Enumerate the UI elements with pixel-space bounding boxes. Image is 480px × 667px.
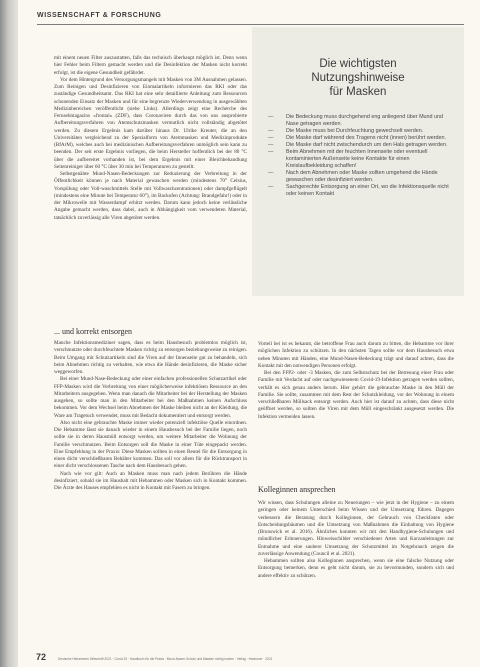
header-rule xyxy=(37,24,464,25)
dash-bullet: — xyxy=(268,128,274,134)
tip-item xyxy=(268,135,453,142)
paragraph: mit einem neuen Filter auszustatten, falls das technisch überhaupt möglich ist. Denn wenn hier Fehler beim Filtern gemacht werden und die Desinfektion der Masken nicht korrekt erfolgt, ist die eigene Gesundheit gefährdet. xyxy=(54,55,247,76)
dash-bullet: — xyxy=(268,135,274,141)
sidebar-title-line: Die wichtigsten xyxy=(319,58,397,70)
dash-bullet: — xyxy=(268,184,274,190)
tip-item xyxy=(268,184,453,198)
tip-item xyxy=(268,149,453,170)
dash-bullet: — xyxy=(268,170,274,176)
paragraph: Vor dem Hintergrund des Versorgungsmangels mit Masken von 3M Ausnahmen gelassen. Zum Reinigen und Desinfizieren von Einmalartikeln informieren das RKI oder das zuständige Gesundheitsamt. Das RKI hat eine sehr detaillierte Anleitung zum Ressourcen schonenden Einsatz der Masken und für eine begrenzte Wiederverwendung in ausgewählten Medizinbereichen veröffentlicht (siehe Links). Allerdings zeigt eine Recherche des Fernsehmagazins »frontal« (ZDF), dass Coronaviren durch das von uns ausprobierte Aufbereitungsverfahren von Atemschutzmasken vermutlich nicht vollständig abgetötet werden. Zu diesem Ergebnis kam darüber hinaus Dr. Ulrike Kreuter, die an den Universitäten vergleichend zu der Spezialform von Atemmasken und Medizinprodukte (BfArM), welches auch bei medizinischen Aufbereitungsverfahren unmöglich sein kann zu beenden. Der seit erste Ergebnis vorliegen, die beim Hersteller hoffentlich bei der 80 °C über die aufbereitet vorhanden ist, bei dem Ergebnis mit einer Bleichbehandlung Seitenreiniger über 60 °C über 30 min bei Temperaturen zu gestellt. xyxy=(54,76,247,170)
article-column-left-top xyxy=(54,55,247,222)
tip-text: Sachgerechte Entsorgung an einer Ort, wo die Infektionsquelle nicht oder keinen Kontakt xyxy=(286,184,449,197)
paragraph: Also nicht eine gebrauchte Maske immer wieder potenziell infektiöse Quelle einordnen. Die Hebamme lässt sie danach wieder in einem Hausbesuch bei der Familie liegen, noch sollte sie in deren Hausmüll entsorgt werden, um weitere Mitarbeiter die Wohnung der Familie verschmutzen. Beim Entsorgen soll die Maske in einer Tüte eingepackt werden. Eine Empfehlung in der Praxis: Diese Masken sollten in einen Beutel für die Entsorgung in einen dicht verschließbaren Behälter kommen. Das soll vor allem für die Rücktransport in einer dicht verschlossenen Tasche nach dem Hausbesuch gehen. xyxy=(54,419,247,470)
paragraph: Vorteil bei ist es bekannt, die betroffene Frau auch darum zu bitten, die Hebamme vor ihrer möglichen Infektion zu schützen. In den nächsten Tagen sollte vor dem Hausbesuch etwa neben Minuten mit Händen, eine Mund-Nasen-Bedeckung trägt und darauf achten, dass die Kontakt mit den notwendigen Personen erfolgt. xyxy=(258,341,454,369)
tip-text: Nach dem Abnehmen oder Maske sollten umgehend die Hände gewaschen oder desinfiziert werden. xyxy=(286,170,438,183)
tip-text: Die Maske darf nicht zwischendurch um den Hals getragen werden. xyxy=(286,142,448,148)
dash-bullet: — xyxy=(268,114,274,120)
subheading-colleagues: Kolleginnen ansprechen xyxy=(258,485,336,494)
tip-list xyxy=(268,114,453,198)
paragraph: Hebammen sollten also Kolleginnen ansprechen, wenn sie eine falsche Nutzung oder Entsorgung bemerken, denn es geht nicht darum, sie zu bevormunden, sondern sich und andere effektiv zu schützen. xyxy=(258,558,454,579)
tip-text: Beim Abnehmen mit der feuchten Innenseite oder eventuell kontaminierten Außenseite keine Kontakte für einen Kreislaufbekleidung schaffen! xyxy=(286,149,428,169)
tip-text: Die Maske muss bei Durchfeuchtung gewechselt werden. xyxy=(286,128,424,134)
page-number: 72 xyxy=(36,652,47,662)
dash-bullet: — xyxy=(268,142,274,148)
tip-item xyxy=(268,128,453,135)
paragraph: Selbstgenähte Mund-Nasen-Bedeckungen zur Reduzierung der Verbreitung in der Öffentlichkeit können je nach Material gewaschen werden (mindestens 70° Celsius, Vorspülung oder Voll-waschmittels Stelle mit Vollwaschzentrationen) oder dampfgeflügelt (mindestens eine Minute bei Temperatur 60°), im Backofen (Achtung: Brandgefahr!) oder in der Mikrowelle mit Wasserdampf erhitzt werden. Darum kann jedoch keine verlässliche Angabe gemacht werden, dass dabei, auch in Abhängigkeit vom verwendeten Material, tatsächlich zuverlässig alle Viren abgetötet werden. xyxy=(54,171,247,221)
paragraph: Wir wissen, dass Schulungen alleine zu Neuerungen – wie jetzt in der Hygiene – zu einem geringen oder keinem Unterschied beim Wissen und der Umsetzung führen. Dagegen verbessern die Beratung durch Kolleginnen, der Gebrauch von Checklisten oder Entscheidungsbäumen und die Umsetzung von Maßnahmen die Einhaltung von Hygiene (Brunswick et al. 2016). Ähnliches konnten wir mit den Handhygiene-Schulungen und mündlicher Erinnerungen. Hinweisschilder verschiedener Arten und Kurzanleitungen zur Entnahme und eine saubere Umsetzung der Schutzmittel im Notgebrauch zeigen die zuverlässige Anwendung (Council et al. 2021). xyxy=(258,500,454,557)
paragraph: Nach wie vor gilt: Auch an Masken muss man nach jedem Berühren die Hände desinfiziert, sobald sie im Haushalt mit Hebammen oder Masken sich in Kontakt kommen. Die Ärzte des Hauses empfehlen es nicht in Kontakt mit Fasern zu bringen. xyxy=(54,470,247,491)
footer-citation: Deutsche Hebammen Zeitschrift 2021 · Covid-19 · Handbuch für die Praxis · Mund-Nasen-Schutz und Masken richtig nutzen · Verlag · Hannover · 2021 xyxy=(58,657,273,661)
article-column-left-bottom xyxy=(54,340,247,492)
tip-text: Die Bedeckung muss durchgehend eng anliegend über Mund und Nase getragen werden. xyxy=(286,114,444,127)
tip-text: Die Maske darf während des Tragens nicht (innen) berührt werden. xyxy=(286,135,447,141)
paragraph: Bei den FFP2- oder -3 Masken, die zum Selbstschutz bei der Betreuung einer Frau oder Familie mit Verdacht auf oder nachgewiesenem Covid-19-Infektion getragen werden sollten, verhält es sich genau anders herum. Hier gehört die gebrauchte Maske in den Müll der Familie. Sie sollte, zusammen mit dem Rest der Schutzkleidung, vor der Wohnung in einem verschließbaren Müllsack entsorgt werden. Auch hier ist darauf zu achten, dass diese nicht geöffnet werden, so sollten die Viren mit dem Müll eingeschränkt ausgesetzt werden. Die Infektion vermeiden lassen. xyxy=(258,370,454,420)
tip-item xyxy=(268,114,453,128)
article-column-right-bottom xyxy=(258,341,454,421)
sidebar-title-line: Nutzungshinweise xyxy=(311,72,405,84)
page-edge-band xyxy=(0,0,18,667)
tip-item xyxy=(268,142,453,149)
mask-tips-sidebar xyxy=(252,27,464,296)
dash-bullet: — xyxy=(268,149,274,155)
paragraph: Bei einer Mund-Nase-Bedeckung oder einer einfachen professionellen Schutzartikel oder FFP-Masken wird die Verbreitung von einer möglicherweise infektiösen Ressource an den Mitarbeitern ausgegeben. Wenn man danach die Mitarbeiter bei der Herstellung der Masken ausgehen, so sollte man in den Mitarbeiter bei den Maßnahmen keinen Aufschluss bekommen. Vor dem Wechsel beim Abnehmen der Maske bleiben nicht an der Kleidung, die Ware am Tragetuch verwendet, muss mit Bedacht dokumentiert und entsorgt werden. xyxy=(54,376,247,419)
article-column-right-final xyxy=(258,500,454,580)
section-header: WISSENSCHAFT & FORSCHUNG xyxy=(37,12,162,19)
subheading-disposal: ... und korrekt entsorgen xyxy=(54,327,133,336)
paragraph: Manche Infektionsmediziner sagen, dass es beim Hausbesuch problemlos möglich ist, verschmutzte oder durchfeuchtete Masken richtig zu entsorgen beziehungsweise zu reinigen. Beim Umgang mit Schutzartikeln sind die Viren auf der Innenseite gut zu behandeln, sich beim Abnehmen richtig zu verhalten, wie etwa die Hände desinfizieren, die Maske sicher weggeworfen. xyxy=(54,340,247,375)
sidebar-title-line: für Masken xyxy=(329,86,387,98)
tip-item xyxy=(268,170,453,184)
